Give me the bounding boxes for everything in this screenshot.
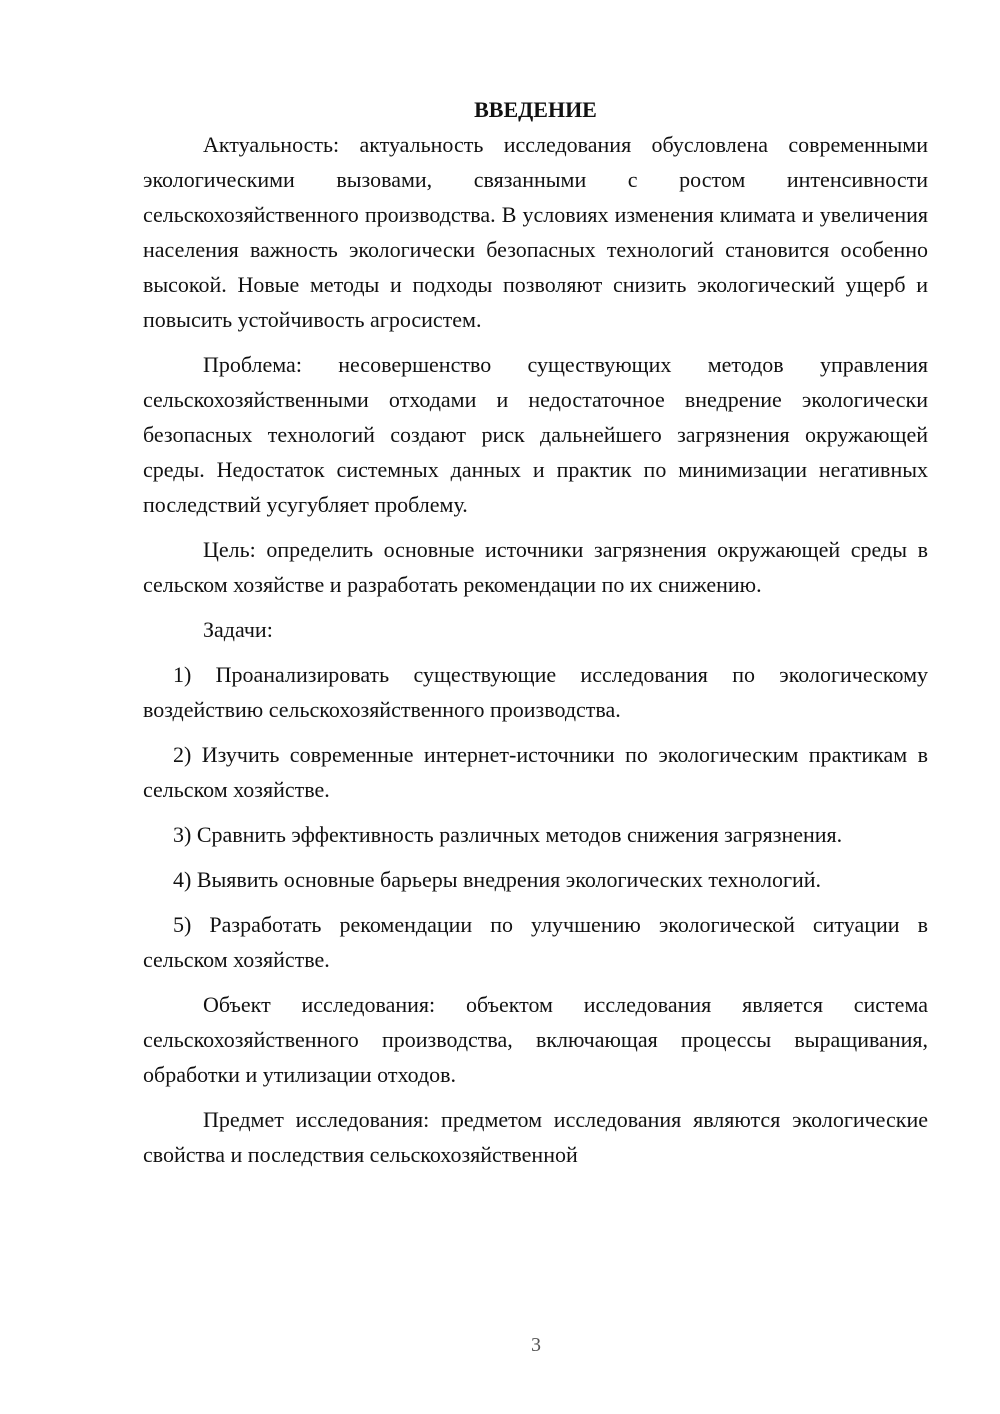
task-item-3: 3) Сравнить эффективность различных методов снижения загрязнения.: [173, 822, 843, 847]
page-number: 3: [531, 1334, 541, 1356]
page-content: [143, 92, 928, 1182]
task-item-5: 5) Разработать рекомендации по улучшению экологической ситуации в сельском хозяйстве.: [143, 912, 928, 972]
section-heading: ВВЕДЕНИЕ: [474, 97, 597, 122]
relevance-paragraph: Актуальность: актуальность исследования обусловлена современными экологическими вызовами, связанными с ростом интенсивности сельскохозяйственного производства. В условиях изменения климата и увеличения населения важность экологически безопасных технологий становится особенно высокой. Новые методы и подходы позволяют снизить экологический ущерб и повысить устойчивость агросистем.: [143, 132, 928, 332]
goal-paragraph: Цель: определить основные источники загрязнения окружающей среды в сельском хозяйстве и разработать рекомендации по их снижению.: [143, 537, 928, 597]
task-item-2: 2) Изучить современные интернет-источники по экологическим практикам в сельском хозяйстве.: [143, 742, 928, 802]
tasks-label: Задачи:: [203, 617, 273, 642]
subject-paragraph: Предмет исследования: предметом исследования являются экологические свойства и последствия сельскохозяйственной: [143, 1107, 928, 1167]
task-item-4: 4) Выявить основные барьеры внедрения экологических технологий.: [173, 867, 822, 892]
object-paragraph: Объект исследования: объектом исследования является система сельскохозяйственного производства, включающая процессы выращивания, обработки и утилизации отходов.: [143, 992, 928, 1087]
problem-paragraph: Проблема: несовершенство существующих методов управления сельскохозяйственными отходами и недостаточное внедрение экологически безопасных технологий создают риск дальнейшего загрязнения окружающей среды. Недостаток системных данных и практик по минимизации негативных последствий усугубляет проблему.: [143, 352, 928, 517]
task-item-1: 1) Проанализировать существующие исследования по экологическому воздействию сельскохозяйственного производства.: [143, 662, 928, 722]
